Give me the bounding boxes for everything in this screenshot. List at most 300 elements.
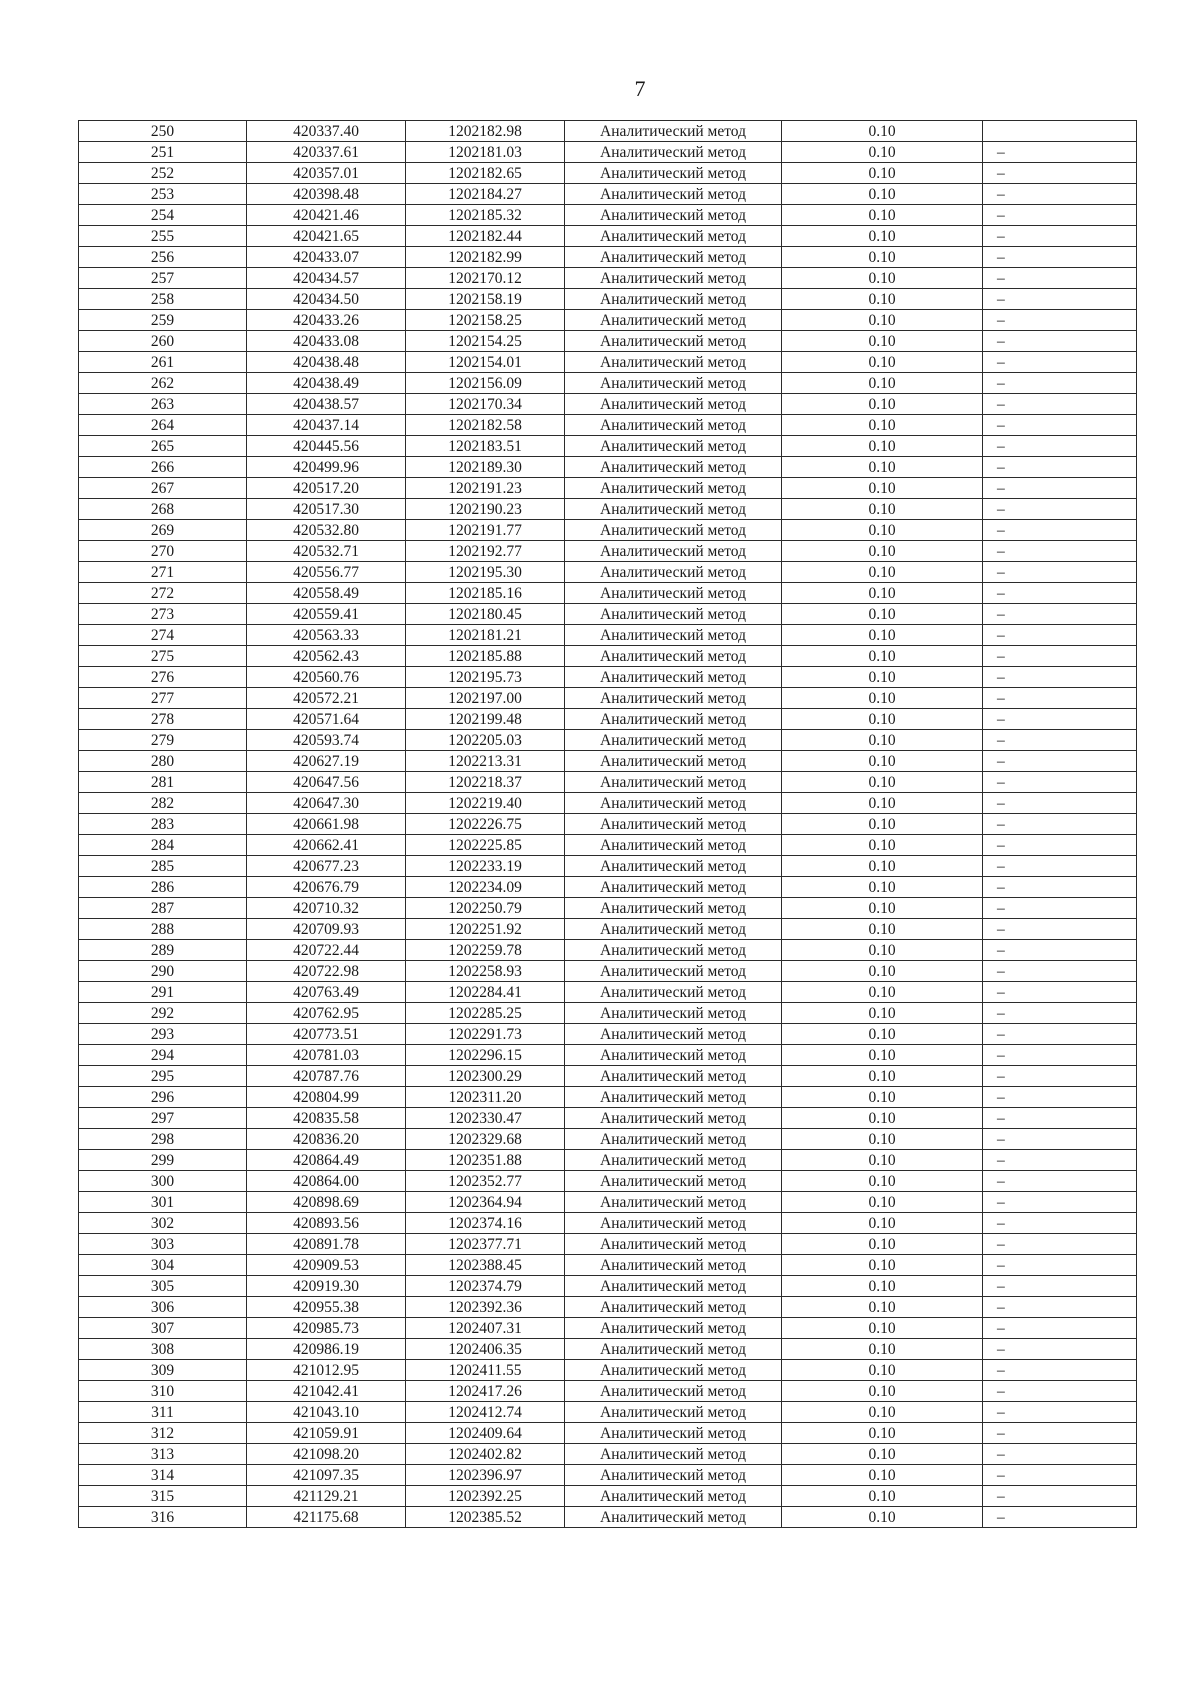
y-coordinate-cell: 1202374.79 — [406, 1276, 565, 1297]
method-cell: Аналитический метод — [565, 856, 782, 877]
note-cell: – — [983, 940, 1137, 961]
method-cell: Аналитический метод — [565, 1507, 782, 1528]
point-number-cell: 276 — [79, 667, 247, 688]
point-number-cell: 259 — [79, 310, 247, 331]
accuracy-cell: 0.10 — [782, 1507, 983, 1528]
x-coordinate-cell: 421129.21 — [247, 1486, 406, 1507]
table-row — [79, 163, 1137, 184]
accuracy-cell: 0.10 — [782, 1192, 983, 1213]
x-coordinate-cell: 421012.95 — [247, 1360, 406, 1381]
note-cell: – — [983, 709, 1137, 730]
accuracy-cell: 0.10 — [782, 1255, 983, 1276]
method-cell: Аналитический метод — [565, 583, 782, 604]
note-cell: – — [983, 289, 1137, 310]
x-coordinate-cell: 420722.98 — [247, 961, 406, 982]
y-coordinate-cell: 1202195.30 — [406, 562, 565, 583]
y-coordinate-cell: 1202205.03 — [406, 730, 565, 751]
x-coordinate-cell: 420627.19 — [247, 751, 406, 772]
point-number-cell: 296 — [79, 1087, 247, 1108]
note-cell: – — [983, 1087, 1137, 1108]
note-cell: – — [983, 1234, 1137, 1255]
note-cell: – — [983, 919, 1137, 940]
point-number-cell: 309 — [79, 1360, 247, 1381]
note-cell: – — [983, 646, 1137, 667]
y-coordinate-cell: 1202226.75 — [406, 814, 565, 835]
method-cell: Аналитический метод — [565, 541, 782, 562]
accuracy-cell: 0.10 — [782, 919, 983, 940]
point-number-cell: 289 — [79, 940, 247, 961]
x-coordinate-cell: 421097.35 — [247, 1465, 406, 1486]
x-coordinate-cell: 420421.65 — [247, 226, 406, 247]
method-cell: Аналитический метод — [565, 688, 782, 709]
table-row — [79, 352, 1137, 373]
table-row — [79, 562, 1137, 583]
y-coordinate-cell: 1202182.44 — [406, 226, 565, 247]
point-number-cell: 281 — [79, 772, 247, 793]
table-row — [79, 709, 1137, 730]
point-number-cell: 307 — [79, 1318, 247, 1339]
note-cell: – — [983, 205, 1137, 226]
x-coordinate-cell: 420804.99 — [247, 1087, 406, 1108]
note-cell: – — [983, 226, 1137, 247]
method-cell: Аналитический метод — [565, 1486, 782, 1507]
note-cell: – — [983, 835, 1137, 856]
method-cell: Аналитический метод — [565, 898, 782, 919]
note-cell: – — [983, 394, 1137, 415]
note-cell: – — [983, 688, 1137, 709]
note-cell: – — [983, 268, 1137, 289]
method-cell: Аналитический метод — [565, 184, 782, 205]
method-cell: Аналитический метод — [565, 1045, 782, 1066]
accuracy-cell: 0.10 — [782, 688, 983, 709]
note-cell: – — [983, 478, 1137, 499]
y-coordinate-cell: 1202388.45 — [406, 1255, 565, 1276]
accuracy-cell: 0.10 — [782, 793, 983, 814]
accuracy-cell: 0.10 — [782, 205, 983, 226]
x-coordinate-cell: 420434.57 — [247, 268, 406, 289]
point-number-cell: 282 — [79, 793, 247, 814]
y-coordinate-cell: 1202385.52 — [406, 1507, 565, 1528]
x-coordinate-cell: 420556.77 — [247, 562, 406, 583]
table-row — [79, 1192, 1137, 1213]
accuracy-cell: 0.10 — [782, 583, 983, 604]
note-cell: – — [983, 667, 1137, 688]
note-cell: – — [983, 163, 1137, 184]
table-row — [79, 604, 1137, 625]
x-coordinate-cell: 420357.01 — [247, 163, 406, 184]
table-row — [79, 1234, 1137, 1255]
point-number-cell: 299 — [79, 1150, 247, 1171]
table-row — [79, 1129, 1137, 1150]
accuracy-cell: 0.10 — [782, 898, 983, 919]
note-cell: – — [983, 793, 1137, 814]
method-cell: Аналитический метод — [565, 394, 782, 415]
method-cell: Аналитический метод — [565, 436, 782, 457]
accuracy-cell: 0.10 — [782, 289, 983, 310]
y-coordinate-cell: 1202181.03 — [406, 142, 565, 163]
accuracy-cell: 0.10 — [782, 1318, 983, 1339]
y-coordinate-cell: 1202311.20 — [406, 1087, 565, 1108]
table-row — [79, 856, 1137, 877]
x-coordinate-cell: 420421.46 — [247, 205, 406, 226]
point-number-cell: 316 — [79, 1507, 247, 1528]
y-coordinate-cell: 1202182.65 — [406, 163, 565, 184]
method-cell: Аналитический метод — [565, 226, 782, 247]
note-cell: – — [983, 961, 1137, 982]
y-coordinate-cell: 1202182.58 — [406, 415, 565, 436]
table-row — [79, 583, 1137, 604]
point-number-cell: 254 — [79, 205, 247, 226]
table-row — [79, 688, 1137, 709]
x-coordinate-cell: 420438.49 — [247, 373, 406, 394]
point-number-cell: 257 — [79, 268, 247, 289]
y-coordinate-cell: 1202300.29 — [406, 1066, 565, 1087]
accuracy-cell: 0.10 — [782, 625, 983, 646]
accuracy-cell: 0.10 — [782, 1423, 983, 1444]
note-cell: – — [983, 1024, 1137, 1045]
accuracy-cell: 0.10 — [782, 835, 983, 856]
note-cell: – — [983, 373, 1137, 394]
note-cell: – — [983, 562, 1137, 583]
note-cell: – — [983, 1381, 1137, 1402]
accuracy-cell: 0.10 — [782, 1129, 983, 1150]
x-coordinate-cell: 420722.44 — [247, 940, 406, 961]
method-cell: Аналитический метод — [565, 1276, 782, 1297]
method-cell: Аналитический метод — [565, 268, 782, 289]
y-coordinate-cell: 1202411.55 — [406, 1360, 565, 1381]
x-coordinate-cell: 420647.30 — [247, 793, 406, 814]
x-coordinate-cell: 420563.33 — [247, 625, 406, 646]
note-cell: – — [983, 247, 1137, 268]
table-row — [79, 772, 1137, 793]
y-coordinate-cell: 1202329.68 — [406, 1129, 565, 1150]
page-number: 7 — [634, 76, 646, 101]
accuracy-cell: 0.10 — [782, 352, 983, 373]
point-number-cell: 277 — [79, 688, 247, 709]
method-cell: Аналитический метод — [565, 499, 782, 520]
point-number-cell: 252 — [79, 163, 247, 184]
y-coordinate-cell: 1202291.73 — [406, 1024, 565, 1045]
method-cell: Аналитический метод — [565, 1087, 782, 1108]
table-row — [79, 373, 1137, 394]
note-cell: – — [983, 1255, 1137, 1276]
note-cell: – — [983, 499, 1137, 520]
method-cell: Аналитический метод — [565, 1339, 782, 1360]
method-cell: Аналитический метод — [565, 205, 782, 226]
table-row — [79, 1255, 1137, 1276]
note-cell — [983, 121, 1137, 142]
x-coordinate-cell: 421098.20 — [247, 1444, 406, 1465]
table-row — [79, 1444, 1137, 1465]
table-row — [79, 625, 1137, 646]
y-coordinate-cell: 1202158.25 — [406, 310, 565, 331]
method-cell: Аналитический метод — [565, 730, 782, 751]
note-cell: – — [983, 814, 1137, 835]
coordinates-table — [78, 120, 1137, 1528]
table-row — [79, 310, 1137, 331]
point-number-cell: 279 — [79, 730, 247, 751]
x-coordinate-cell: 420560.76 — [247, 667, 406, 688]
method-cell: Аналитический метод — [565, 1150, 782, 1171]
accuracy-cell: 0.10 — [782, 415, 983, 436]
point-number-cell: 271 — [79, 562, 247, 583]
method-cell: Аналитический метод — [565, 961, 782, 982]
x-coordinate-cell: 420835.58 — [247, 1108, 406, 1129]
point-number-cell: 275 — [79, 646, 247, 667]
accuracy-cell: 0.10 — [782, 226, 983, 247]
x-coordinate-cell: 420593.74 — [247, 730, 406, 751]
accuracy-cell: 0.10 — [782, 1339, 983, 1360]
accuracy-cell: 0.10 — [782, 562, 983, 583]
x-coordinate-cell: 420864.49 — [247, 1150, 406, 1171]
y-coordinate-cell: 1202185.32 — [406, 205, 565, 226]
table-row — [79, 436, 1137, 457]
accuracy-cell: 0.10 — [782, 247, 983, 268]
method-cell: Аналитический метод — [565, 373, 782, 394]
note-cell: – — [983, 142, 1137, 163]
table-row — [79, 835, 1137, 856]
table-row — [79, 751, 1137, 772]
accuracy-cell: 0.10 — [782, 982, 983, 1003]
method-cell: Аналитический метод — [565, 1192, 782, 1213]
accuracy-cell: 0.10 — [782, 478, 983, 499]
note-cell: – — [983, 583, 1137, 604]
x-coordinate-cell: 420909.53 — [247, 1255, 406, 1276]
x-coordinate-cell: 420433.26 — [247, 310, 406, 331]
method-cell: Аналитический метод — [565, 562, 782, 583]
note-cell: – — [983, 1486, 1137, 1507]
method-cell: Аналитический метод — [565, 751, 782, 772]
point-number-cell: 300 — [79, 1171, 247, 1192]
table-row — [79, 898, 1137, 919]
y-coordinate-cell: 1202170.34 — [406, 394, 565, 415]
note-cell: – — [983, 352, 1137, 373]
method-cell: Аналитический метод — [565, 793, 782, 814]
point-number-cell: 313 — [79, 1444, 247, 1465]
x-coordinate-cell: 420398.48 — [247, 184, 406, 205]
point-number-cell: 255 — [79, 226, 247, 247]
y-coordinate-cell: 1202284.41 — [406, 982, 565, 1003]
point-number-cell: 274 — [79, 625, 247, 646]
note-cell: – — [983, 436, 1137, 457]
y-coordinate-cell: 1202407.31 — [406, 1318, 565, 1339]
method-cell: Аналитический метод — [565, 1213, 782, 1234]
table-row — [79, 478, 1137, 499]
note-cell: – — [983, 1402, 1137, 1423]
accuracy-cell: 0.10 — [782, 499, 983, 520]
table-row — [79, 1276, 1137, 1297]
table-row — [79, 667, 1137, 688]
y-coordinate-cell: 1202192.77 — [406, 541, 565, 562]
x-coordinate-cell: 420891.78 — [247, 1234, 406, 1255]
accuracy-cell: 0.10 — [782, 331, 983, 352]
method-cell: Аналитический метод — [565, 625, 782, 646]
x-coordinate-cell: 420836.20 — [247, 1129, 406, 1150]
accuracy-cell: 0.10 — [782, 1045, 983, 1066]
accuracy-cell: 0.10 — [782, 1444, 983, 1465]
x-coordinate-cell: 420438.48 — [247, 352, 406, 373]
table-row — [79, 394, 1137, 415]
table-row — [79, 1318, 1137, 1339]
y-coordinate-cell: 1202182.98 — [406, 121, 565, 142]
accuracy-cell: 0.10 — [782, 394, 983, 415]
point-number-cell: 250 — [79, 121, 247, 142]
table-row — [79, 1360, 1137, 1381]
method-cell: Аналитический метод — [565, 604, 782, 625]
x-coordinate-cell: 420864.00 — [247, 1171, 406, 1192]
note-cell: – — [983, 1192, 1137, 1213]
x-coordinate-cell: 420677.23 — [247, 856, 406, 877]
accuracy-cell: 0.10 — [782, 1108, 983, 1129]
y-coordinate-cell: 1202233.19 — [406, 856, 565, 877]
x-coordinate-cell: 421043.10 — [247, 1402, 406, 1423]
y-coordinate-cell: 1202250.79 — [406, 898, 565, 919]
point-number-cell: 253 — [79, 184, 247, 205]
method-cell: Аналитический метод — [565, 835, 782, 856]
method-cell: Аналитический метод — [565, 457, 782, 478]
method-cell: Аналитический метод — [565, 982, 782, 1003]
y-coordinate-cell: 1202234.09 — [406, 877, 565, 898]
point-number-cell: 266 — [79, 457, 247, 478]
point-number-cell: 264 — [79, 415, 247, 436]
table-row — [79, 1381, 1137, 1402]
x-coordinate-cell: 420499.96 — [247, 457, 406, 478]
method-cell: Аналитический метод — [565, 1465, 782, 1486]
x-coordinate-cell: 420647.56 — [247, 772, 406, 793]
y-coordinate-cell: 1202225.85 — [406, 835, 565, 856]
accuracy-cell: 0.10 — [782, 877, 983, 898]
note-cell: – — [983, 1360, 1137, 1381]
table-row — [79, 415, 1137, 436]
x-coordinate-cell: 420662.41 — [247, 835, 406, 856]
x-coordinate-cell: 420919.30 — [247, 1276, 406, 1297]
method-cell: Аналитический метод — [565, 1234, 782, 1255]
x-coordinate-cell: 420433.08 — [247, 331, 406, 352]
table-row — [79, 1339, 1137, 1360]
method-cell: Аналитический метод — [565, 940, 782, 961]
y-coordinate-cell: 1202199.48 — [406, 709, 565, 730]
y-coordinate-cell: 1202402.82 — [406, 1444, 565, 1465]
method-cell: Аналитический метод — [565, 478, 782, 499]
x-coordinate-cell: 420773.51 — [247, 1024, 406, 1045]
method-cell: Аналитический метод — [565, 1318, 782, 1339]
point-number-cell: 268 — [79, 499, 247, 520]
note-cell: – — [983, 877, 1137, 898]
point-number-cell: 262 — [79, 373, 247, 394]
note-cell: – — [983, 1507, 1137, 1528]
note-cell: – — [983, 415, 1137, 436]
point-number-cell: 270 — [79, 541, 247, 562]
x-coordinate-cell: 420762.95 — [247, 1003, 406, 1024]
note-cell: – — [983, 1213, 1137, 1234]
note-cell: – — [983, 1150, 1137, 1171]
table-row — [79, 541, 1137, 562]
x-coordinate-cell: 420787.76 — [247, 1066, 406, 1087]
method-cell: Аналитический метод — [565, 1108, 782, 1129]
y-coordinate-cell: 1202259.78 — [406, 940, 565, 961]
y-coordinate-cell: 1202191.23 — [406, 478, 565, 499]
note-cell: – — [983, 982, 1137, 1003]
method-cell: Аналитический метод — [565, 772, 782, 793]
method-cell: Аналитический метод — [565, 520, 782, 541]
accuracy-cell: 0.10 — [782, 457, 983, 478]
x-coordinate-cell: 420781.03 — [247, 1045, 406, 1066]
point-number-cell: 251 — [79, 142, 247, 163]
table-row — [79, 226, 1137, 247]
point-number-cell: 305 — [79, 1276, 247, 1297]
point-number-cell: 260 — [79, 331, 247, 352]
method-cell: Аналитический метод — [565, 1066, 782, 1087]
table-row — [79, 1108, 1137, 1129]
note-cell: – — [983, 898, 1137, 919]
accuracy-cell: 0.10 — [782, 436, 983, 457]
y-coordinate-cell: 1202409.64 — [406, 1423, 565, 1444]
x-coordinate-cell: 420986.19 — [247, 1339, 406, 1360]
y-coordinate-cell: 1202185.16 — [406, 583, 565, 604]
method-cell: Аналитический метод — [565, 877, 782, 898]
accuracy-cell: 0.10 — [782, 730, 983, 751]
method-cell: Аналитический метод — [565, 331, 782, 352]
x-coordinate-cell: 420445.56 — [247, 436, 406, 457]
y-coordinate-cell: 1202417.26 — [406, 1381, 565, 1402]
y-coordinate-cell: 1202412.74 — [406, 1402, 565, 1423]
x-coordinate-cell: 421042.41 — [247, 1381, 406, 1402]
table-row — [79, 1213, 1137, 1234]
y-coordinate-cell: 1202377.71 — [406, 1234, 565, 1255]
point-number-cell: 311 — [79, 1402, 247, 1423]
accuracy-cell: 0.10 — [782, 772, 983, 793]
table-row — [79, 1171, 1137, 1192]
note-cell: – — [983, 1297, 1137, 1318]
accuracy-cell: 0.10 — [782, 1087, 983, 1108]
y-coordinate-cell: 1202251.92 — [406, 919, 565, 940]
point-number-cell: 308 — [79, 1339, 247, 1360]
note-cell: – — [983, 1003, 1137, 1024]
note-cell: – — [983, 1129, 1137, 1150]
method-cell: Аналитический метод — [565, 667, 782, 688]
accuracy-cell: 0.10 — [782, 646, 983, 667]
table-row — [79, 814, 1137, 835]
table-row — [79, 268, 1137, 289]
note-cell: – — [983, 1066, 1137, 1087]
point-number-cell: 310 — [79, 1381, 247, 1402]
note-cell: – — [983, 1423, 1137, 1444]
y-coordinate-cell: 1202364.94 — [406, 1192, 565, 1213]
y-coordinate-cell: 1202154.01 — [406, 352, 565, 373]
y-coordinate-cell: 1202330.47 — [406, 1108, 565, 1129]
point-number-cell: 287 — [79, 898, 247, 919]
method-cell: Аналитический метод — [565, 814, 782, 835]
x-coordinate-cell: 420985.73 — [247, 1318, 406, 1339]
accuracy-cell: 0.10 — [782, 1402, 983, 1423]
coordinates-table-body — [79, 121, 1137, 1528]
accuracy-cell: 0.10 — [782, 121, 983, 142]
accuracy-cell: 0.10 — [782, 1465, 983, 1486]
method-cell: Аналитический метод — [565, 1024, 782, 1045]
note-cell: – — [983, 751, 1137, 772]
x-coordinate-cell: 420532.80 — [247, 520, 406, 541]
table-row — [79, 331, 1137, 352]
table-row — [79, 142, 1137, 163]
table-row — [79, 730, 1137, 751]
table-row — [79, 289, 1137, 310]
accuracy-cell: 0.10 — [782, 961, 983, 982]
method-cell: Аналитический метод — [565, 1402, 782, 1423]
accuracy-cell: 0.10 — [782, 1234, 983, 1255]
note-cell: – — [983, 1444, 1137, 1465]
point-number-cell: 297 — [79, 1108, 247, 1129]
y-coordinate-cell: 1202219.40 — [406, 793, 565, 814]
